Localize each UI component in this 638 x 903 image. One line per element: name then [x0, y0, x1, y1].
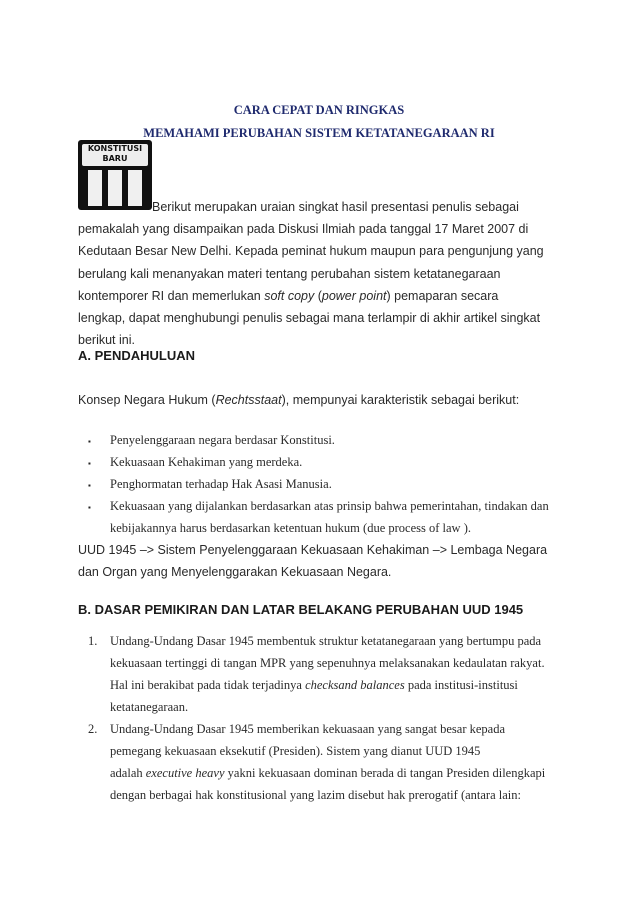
intro-line: lengkap, dapat menghubungi penulis sebagai mana terlampir di akhir artikel singkat: [78, 311, 541, 325]
intro-line: berulang kali menanyakan materi tentang perubahan sistem ketatanegaraan: [78, 267, 501, 281]
logo-pillar: [108, 170, 122, 206]
logo-text-line-1: KONSTITUSI: [87, 144, 143, 153]
uud-line: UUD 1945 –> Sistem Penyelenggaraan Kekuasaan Kehakiman –> Lembaga Negara: [78, 543, 548, 557]
intro-line: berikut ini.: [78, 333, 135, 347]
list-item-line: dengan berbagai hak konstitusional yang lazim disebut hak prerogatif (antara lain:: [110, 788, 521, 802]
intro-line: Kedutaan Besar New Delhi. Kepada peminat hukum maupun para pengunjung yang: [78, 244, 544, 258]
intro-line: [78, 289, 498, 303]
intro-text: ) pemaparan secara: [386, 289, 499, 303]
uud-line: dan Organ yang Menyelenggarakan Kekuasaan Negara.: [78, 565, 392, 579]
intro-italic: power point: [321, 289, 387, 303]
konstitusi-baru-logo: [78, 140, 152, 210]
bullet-icon: ▪: [88, 459, 91, 468]
list-item-line: Undang-Undang Dasar 1945 membentuk struktur ketatanegaraan yang bertumpu pada: [110, 634, 542, 648]
list-item-text: Hal ini berakibat pada tidak terjadinya: [110, 678, 306, 692]
list-item-line: kekuasaan tertinggi di tangan MPR yang sepenuhnya melaksanakan kedaulatan rakyat.: [110, 656, 545, 670]
intro-text: (: [314, 289, 322, 303]
logo-pillar: [88, 170, 102, 206]
document-title-line-2: MEMAHAMI PERUBAHAN SISTEM KETATANEGARAAN RI: [143, 126, 495, 140]
logo-text-line-2: BARU: [102, 154, 128, 163]
konsep-text: ), mempunyai karakteristik sebagai berikut:: [281, 393, 520, 407]
list-number: 2.: [88, 722, 98, 736]
intro-italic: soft copy: [264, 289, 315, 303]
list-item-text: adalah: [110, 766, 146, 780]
list-item: Penghormatan terhadap Hak Asasi Manusia.: [110, 477, 332, 491]
section-a-heading: A. PENDAHULUAN: [78, 348, 195, 363]
list-item-line: Undang-Undang Dasar 1945 memberikan kekuasaan yang sangat besar kepada: [110, 722, 505, 736]
list-item: Kekuasaan yang dijalankan berdasarkan atas prinsip bahwa pemerintahan, tindakan dan: [110, 499, 549, 513]
list-item-italic: checksand balances: [305, 678, 405, 692]
konsep-line: [78, 393, 519, 407]
document-title-line-1: CARA CEPAT DAN RINGKAS: [233, 103, 405, 117]
intro-text: kontemporer RI dan memerlukan: [78, 289, 265, 303]
list-item-text: yakni kekuasaan dominan berada di tangan Presiden dilengkapi: [224, 766, 546, 780]
konsep-italic: Rechtsstaat: [215, 393, 282, 407]
section-b-heading: B. DASAR PEMIKIRAN DAN LATAR BELAKANG PERUBAHAN UUD 1945: [78, 602, 524, 617]
logo-text: [82, 144, 148, 166]
list-item-continuation: kebijakannya harus berdasarkan ketentuan hukum (due process of law ).: [110, 521, 471, 535]
bullet-icon: ▪: [88, 481, 91, 490]
list-item-line: ketatanegaraan.: [110, 700, 189, 714]
list-number: 1.: [88, 634, 98, 648]
list-item-line: [110, 678, 518, 693]
list-item-line: [110, 766, 545, 781]
list-item: Penyelenggaraan negara berdasar Konstitusi.: [110, 433, 335, 447]
bullet-icon: ▪: [88, 503, 91, 512]
list-item-line: pemegang kekuasaan eksekutif (Presiden). Sistem yang dianut UUD 1945: [110, 744, 481, 758]
konsep-text: Konsep Negara Hukum (: [78, 393, 216, 407]
logo-pillar: [128, 170, 142, 206]
bullet-icon: ▪: [88, 437, 91, 446]
intro-line: Berikut merupakan uraian singkat hasil presentasi penulis sebagai: [152, 200, 519, 214]
list-item: Kekuasaan Kehakiman yang merdeka.: [110, 455, 303, 469]
list-item-text: pada institusi-institusi: [404, 678, 518, 692]
intro-line: pemakalah yang disampaikan pada Diskusi Ilmiah pada tanggal 17 Maret 2007 di: [78, 222, 529, 236]
list-item-italic: executive heavy: [145, 766, 225, 780]
